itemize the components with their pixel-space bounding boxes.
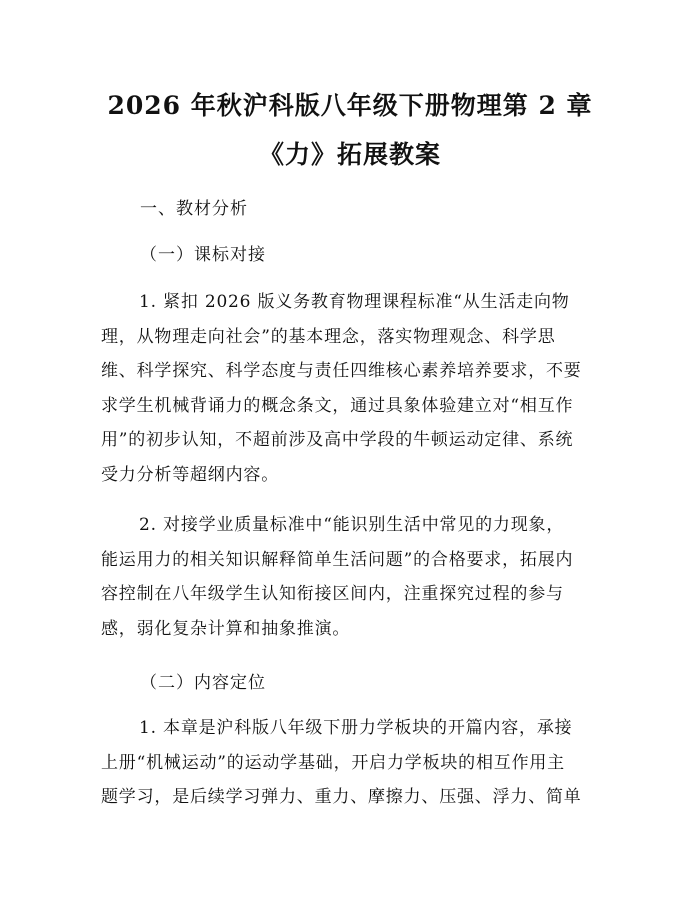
paragraph-chapter-position <box>101 711 601 815</box>
paragraph-line: 1. 紧扣 2026 版义务教育物理课程标准“从生活走向物 <box>139 292 570 312</box>
document-title-line-2: 《力》拓展教案 <box>258 140 441 169</box>
paragraph-line: 上册“机械运动”的运动学基础，开启力学板块的相互作用主 <box>101 752 565 773</box>
paragraph-line: 受力分析等超纲内容。 <box>101 464 279 485</box>
paragraph-line: 题学习，是后续学习弹力、重力、摩擦力、压强、浮力、简单 <box>101 787 582 807</box>
paragraph-line: 维、科学探究、科学态度与责任四维核心素养培养要求，不要 <box>101 361 582 381</box>
paragraph-line: 理，从物理走向社会”的基本理念，落实物理观念、科学思 <box>101 326 556 347</box>
subsection-heading-curriculum-alignment: （一）课标对接 <box>140 245 266 265</box>
paragraph-line: 2. 对接学业质量标准中“能识别生活中常见的力现象， <box>139 515 565 535</box>
document-title-line-1: 2026 年秋沪科版八年级下册物理第 2 章 <box>107 91 593 120</box>
paragraph-line: 容控制在八年级学生认知衔接区间内，注重探究过程的参与 <box>101 584 564 604</box>
paragraph-line: 用”的初步认知，不超前涉及高中学段的牛顿运动定律、系统 <box>101 430 574 450</box>
paragraph-line: 1. 本章是沪科版八年级下册力学板块的开篇内容，承接 <box>139 718 573 738</box>
paragraph-line: 能运用力的相关知识解释简单生活问题”的合格要求，拓展内 <box>101 549 574 570</box>
paragraph-curriculum-standard <box>101 285 601 492</box>
paragraph-quality-standard <box>101 508 601 646</box>
subsection-heading-content-positioning: （二）内容定位 <box>140 673 266 693</box>
section-heading-textbook-analysis: 一、教材分析 <box>140 199 248 219</box>
paragraph-line: 求学生机械背诵力的概念条文，通过具象体验建立对“相互作 <box>101 395 574 416</box>
paragraph-line: 感，弱化复杂计算和抽象推演。 <box>101 618 351 639</box>
